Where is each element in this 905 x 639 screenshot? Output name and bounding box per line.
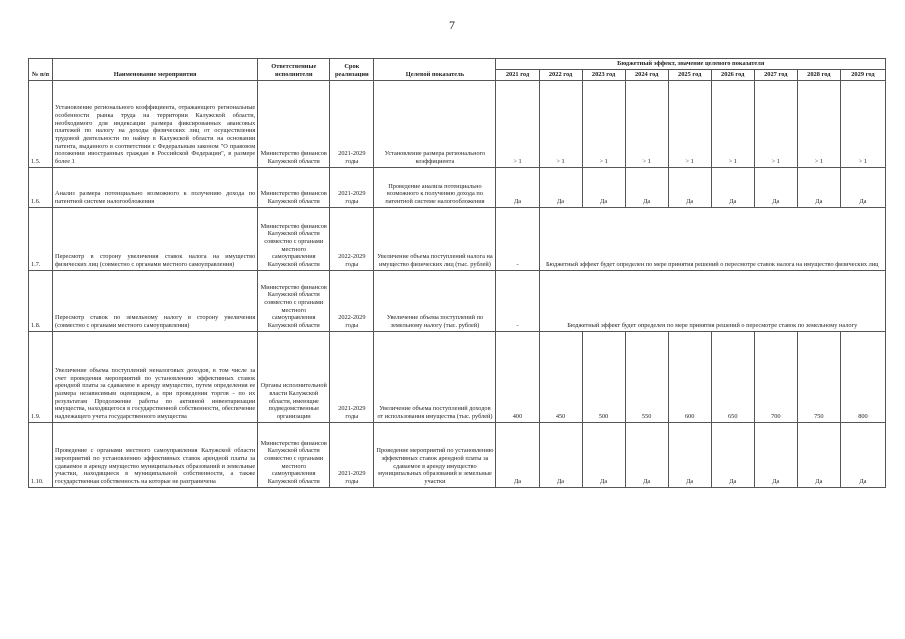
header-year: 2028 год [797,69,840,80]
header-row-top [29,59,886,70]
year-value: 550 [625,331,668,422]
term: 2022-2029 годы [330,207,374,270]
table-row [29,80,886,167]
header-exec: Ответственные исполнители [258,59,330,81]
header-year: 2029 год [840,69,885,80]
year-value: Да [668,167,711,207]
row-number: 1.5. [29,80,53,167]
header-year: 2025 год [668,69,711,80]
year-value: Да [625,422,668,487]
row-number: 1.8. [29,270,53,331]
executor: Органы исполнительной власти Калужской области, имеющие подведомственные организации [258,331,330,422]
year-value: Да [625,167,668,207]
year-value: Да [797,422,840,487]
table-row [29,331,886,422]
year-value: > 1 [711,80,754,167]
measure-name: Увеличение объема поступлений неналоговых доходов, в том числе за счет проведения мероприятий по установлению эффективных ставок арендной платы за сдаваемое в аренду имущество, путем определения ее размера независимым оценщиком, а при проведении торгов - по их результатам Продолжение работы по активной инвентаризации имущества, находящегося в государственной собственности, обеспечение надлежащего учета государственного имущества [53,331,258,422]
header-year: 2022 год [539,69,582,80]
header-term: Срок реализации [330,59,374,81]
first-year-value: - [496,207,539,270]
year-value: > 1 [797,80,840,167]
year-value: > 1 [539,80,582,167]
table-row [29,167,886,207]
target-indicator: Проведение мероприятий по установлению эффективных ставок арендной платы за сдаваемое в аренду имущество муниципальных образований и земельные участки [374,422,496,487]
term: 2021-2029 годы [330,422,374,487]
measure-name: Пересмотр ставок по земельному налогу в сторону увеличения (совместно с органами местного самоуправления) [53,270,258,331]
measure-name: Пересмотр в сторону увеличения ставок налога на имущество физических лиц (совместно с органами местного самоуправления) [53,207,258,270]
header-year: 2021 год [496,69,539,80]
year-value: 650 [711,331,754,422]
header-effect: Бюджетный эффект, значение целевого показателя [496,59,886,70]
header-num: № п/п [29,59,53,81]
year-value: Да [668,422,711,487]
measures-table [28,58,886,488]
measure-name: Проведение с органами местного самоуправления Калужской области мероприятий по установлению эффективных ставок арендной платы за сдаваемое в аренду имущество муниципальных образований и земельные участки, находящиеся в муниципальной собственности, а также государственная собственность на которые не разграничена [53,422,258,487]
year-value: Да [754,422,797,487]
year-value: Да [582,422,625,487]
term: 2021-2029 годы [330,331,374,422]
measure-name: Установление регионального коэффициента, отражающего региональные особенности рынка труда на территории Калужской области, необходимого для индексации размера фиксированных авансовых платежей по налогу на доходы физических лиц от осуществления трудовой деятельности по найму в Калужской области на основании патента, выданного в соответствии с Федеральным законом "О правовом положении иностранных граждан в Российской Федерации", в размере более 1 [53,80,258,167]
table-row [29,422,886,487]
year-value: 400 [496,331,539,422]
row-number: 1.6. [29,167,53,207]
table-row [29,207,886,270]
header-year: 2027 год [754,69,797,80]
year-value: Да [539,167,582,207]
page-number: 7 [449,18,455,32]
year-value: Да [840,167,885,207]
target-indicator: Установление размера регионального коэффициента [374,80,496,167]
year-value: > 1 [668,80,711,167]
year-value: Да [711,422,754,487]
header-target: Целевой показатель [374,59,496,81]
year-value: > 1 [754,80,797,167]
year-value: > 1 [840,80,885,167]
budget-effect-note: Бюджетный эффект будет определен по мере принятия решений о пересмотре ставок по земельному налогу [539,270,885,331]
target-indicator: Проведение анализа потенциально возможного к получению дохода по патентной системе налогообложения [374,167,496,207]
year-value: Да [582,167,625,207]
year-value: > 1 [496,80,539,167]
row-number: 1.7. [29,207,53,270]
year-value: 500 [582,331,625,422]
budget-effect-note: Бюджетный эффект будет определен по мере принятия решений о пересмотре ставок налога на имущество физических лиц [539,207,885,270]
executor: Министерство финансов Калужской области [258,167,330,207]
term: 2021-2029 годы [330,80,374,167]
term: 2021-2029 годы [330,167,374,207]
header-year: 2023 год [582,69,625,80]
year-value: Да [496,167,539,207]
year-value: 600 [668,331,711,422]
year-value: Да [711,167,754,207]
row-number: 1.9. [29,331,53,422]
target-indicator: Увеличение объема поступлений по земельному налогу (тыс. рублей) [374,270,496,331]
measure-name: Анализ размера потенциально возможного к получению дохода по патентной системе налогообложения [53,167,258,207]
first-year-value: - [496,270,539,331]
year-value: 700 [754,331,797,422]
target-indicator: Увеличение объема поступлений доходов от использования имущества (тыс. рублей) [374,331,496,422]
year-value: > 1 [625,80,668,167]
year-value: 800 [840,331,885,422]
header-year: 2026 год [711,69,754,80]
year-value: Да [539,422,582,487]
executor: Министерство финансов Калужской области совместно с органами местного самоуправления Калужской области [258,270,330,331]
table-row [29,270,886,331]
year-value: 450 [539,331,582,422]
executor: Министерство финансов Калужской области совместно с органами местного самоуправления Калужской области [258,422,330,487]
header-year: 2024 год [625,69,668,80]
term: 2022-2029 годы [330,270,374,331]
row-number: 1.10. [29,422,53,487]
executor: Министерство финансов Калужской области [258,80,330,167]
executor: Министерство финансов Калужской области совместно с органами местного самоуправления Калужской области [258,207,330,270]
year-value: Да [754,167,797,207]
year-value: Да [840,422,885,487]
year-value: Да [496,422,539,487]
year-value: > 1 [582,80,625,167]
target-indicator: Увеличение объема поступлений налога на имущество физических лиц (тыс. рублей) [374,207,496,270]
year-value: 750 [797,331,840,422]
year-value: Да [797,167,840,207]
header-name: Наименование мероприятия [53,59,258,81]
